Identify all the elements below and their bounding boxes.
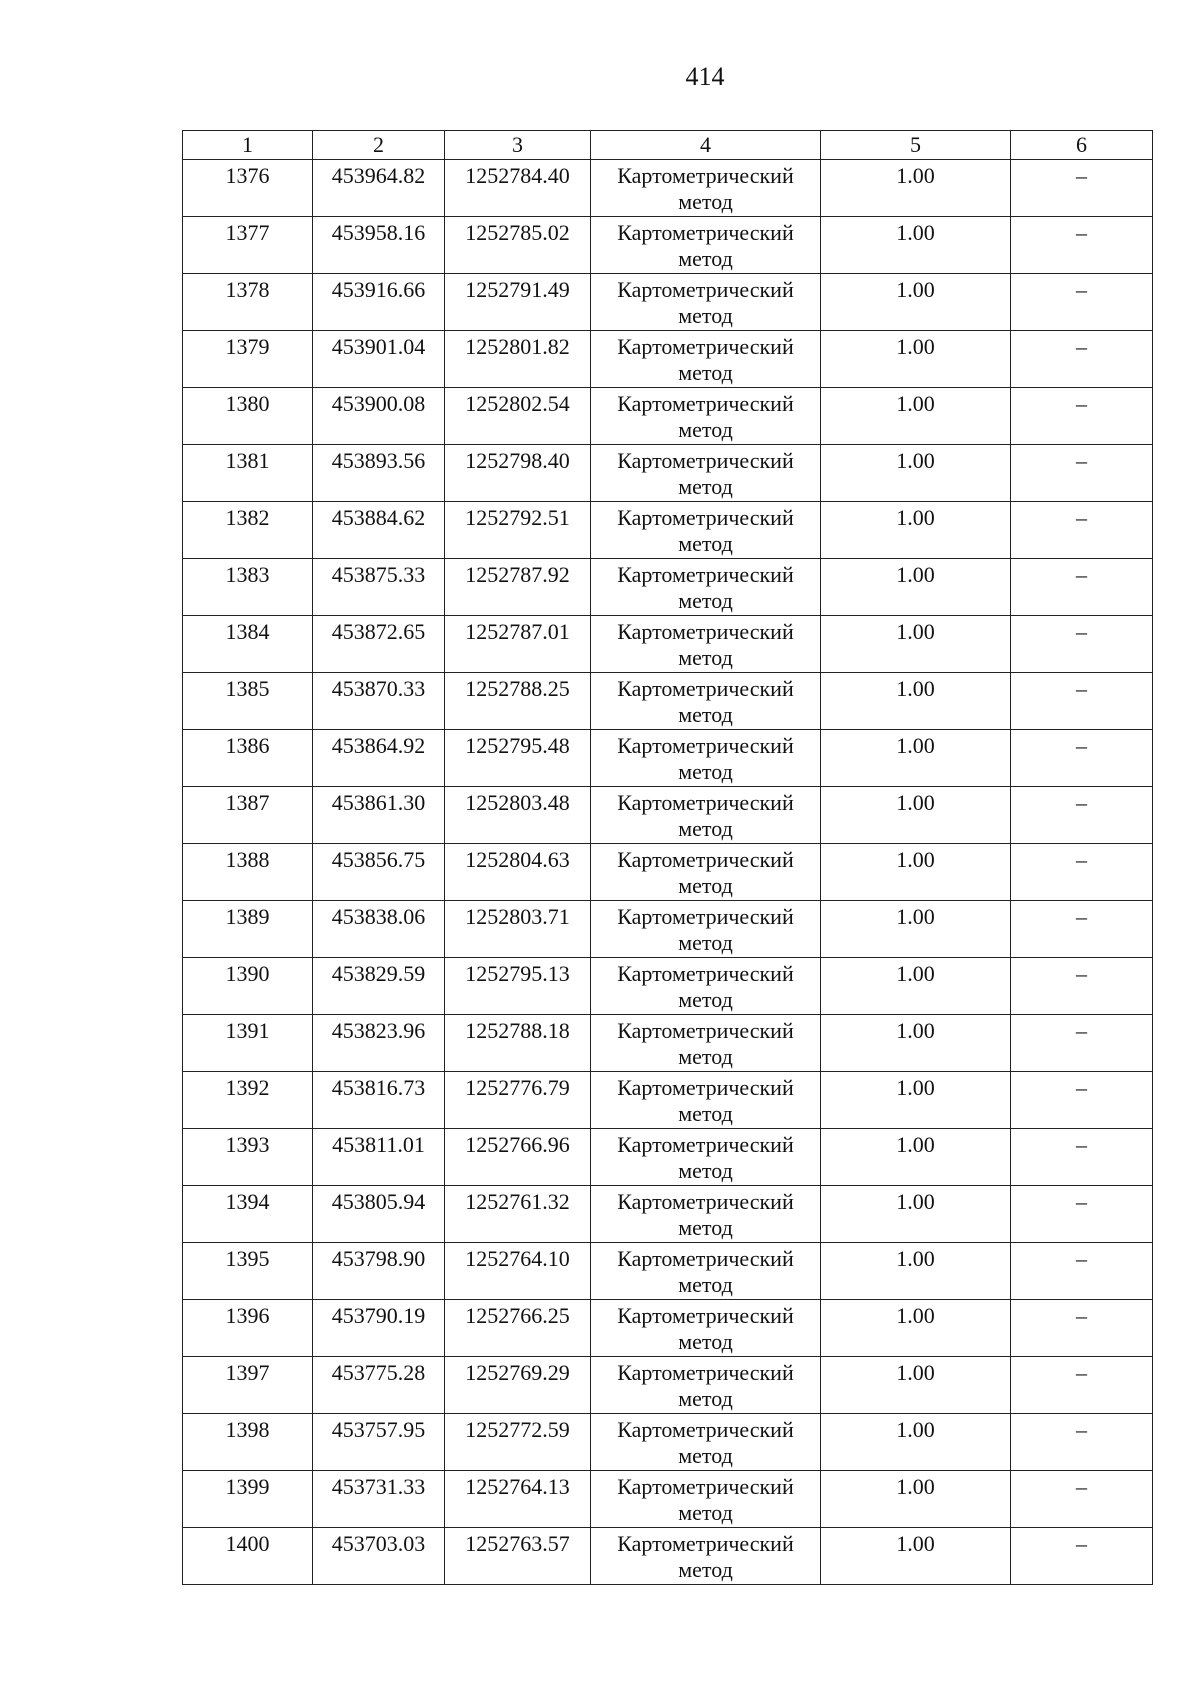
y-coordinate-cell: 1252795.13 [445, 958, 591, 1015]
method-cell: Картометрический метод [591, 1528, 821, 1585]
accuracy-cell: 1.00 [821, 1072, 1011, 1129]
header-cell: 2 [313, 131, 445, 160]
y-coordinate-cell: 1252764.13 [445, 1471, 591, 1528]
table-header [183, 131, 1153, 160]
y-coordinate-cell: 1252785.02 [445, 217, 591, 274]
x-coordinate-cell: 453964.82 [313, 160, 445, 217]
method-cell: Картометрический метод [591, 1471, 821, 1528]
header-cell: 5 [821, 131, 1011, 160]
accuracy-cell: 1.00 [821, 274, 1011, 331]
x-coordinate-cell: 453829.59 [313, 958, 445, 1015]
point-number-cell: 1388 [183, 844, 313, 901]
accuracy-cell: 1.00 [821, 1015, 1011, 1072]
header-cell: 4 [591, 131, 821, 160]
point-number-cell: 1396 [183, 1300, 313, 1357]
y-coordinate-cell: 1252795.48 [445, 730, 591, 787]
table-row [183, 673, 1153, 730]
table-row [183, 1471, 1153, 1528]
coordinates-table [182, 130, 1153, 1585]
x-coordinate-cell: 453838.06 [313, 901, 445, 958]
x-coordinate-cell: 453916.66 [313, 274, 445, 331]
y-coordinate-cell: 1252776.79 [445, 1072, 591, 1129]
y-coordinate-cell: 1252766.25 [445, 1300, 591, 1357]
note-cell: – [1011, 1528, 1153, 1585]
method-cell: Картометрический метод [591, 388, 821, 445]
accuracy-cell: 1.00 [821, 1528, 1011, 1585]
note-cell: – [1011, 502, 1153, 559]
x-coordinate-cell: 453901.04 [313, 331, 445, 388]
point-number-cell: 1390 [183, 958, 313, 1015]
method-cell: Картометрический метод [591, 958, 821, 1015]
point-number-cell: 1392 [183, 1072, 313, 1129]
table-row [183, 160, 1153, 217]
point-number-cell: 1380 [183, 388, 313, 445]
note-cell: – [1011, 1414, 1153, 1471]
note-cell: – [1011, 1072, 1153, 1129]
method-cell: Картометрический метод [591, 502, 821, 559]
method-cell: Картометрический метод [591, 673, 821, 730]
table-row [183, 1414, 1153, 1471]
method-cell: Картометрический метод [591, 559, 821, 616]
note-cell: – [1011, 217, 1153, 274]
table-row [183, 388, 1153, 445]
note-cell: – [1011, 559, 1153, 616]
point-number-cell: 1376 [183, 160, 313, 217]
note-cell: – [1011, 1015, 1153, 1072]
y-coordinate-cell: 1252763.57 [445, 1528, 591, 1585]
method-cell: Картометрический метод [591, 331, 821, 388]
y-coordinate-cell: 1252792.51 [445, 502, 591, 559]
accuracy-cell: 1.00 [821, 1357, 1011, 1414]
y-coordinate-cell: 1252761.32 [445, 1186, 591, 1243]
table-row [183, 844, 1153, 901]
method-cell: Картометрический метод [591, 1072, 821, 1129]
accuracy-cell: 1.00 [821, 1243, 1011, 1300]
note-cell: – [1011, 1471, 1153, 1528]
y-coordinate-cell: 1252787.92 [445, 559, 591, 616]
x-coordinate-cell: 453864.92 [313, 730, 445, 787]
point-number-cell: 1398 [183, 1414, 313, 1471]
note-cell: – [1011, 673, 1153, 730]
method-cell: Картометрический метод [591, 1300, 821, 1357]
table-row [183, 217, 1153, 274]
y-coordinate-cell: 1252766.96 [445, 1129, 591, 1186]
point-number-cell: 1382 [183, 502, 313, 559]
x-coordinate-cell: 453798.90 [313, 1243, 445, 1300]
note-cell: – [1011, 616, 1153, 673]
x-coordinate-cell: 453757.95 [313, 1414, 445, 1471]
y-coordinate-cell: 1252764.10 [445, 1243, 591, 1300]
point-number-cell: 1387 [183, 787, 313, 844]
accuracy-cell: 1.00 [821, 844, 1011, 901]
accuracy-cell: 1.00 [821, 616, 1011, 673]
point-number-cell: 1400 [183, 1528, 313, 1585]
point-number-cell: 1399 [183, 1471, 313, 1528]
note-cell: – [1011, 445, 1153, 502]
method-cell: Картометрический метод [591, 160, 821, 217]
accuracy-cell: 1.00 [821, 445, 1011, 502]
table-row [183, 559, 1153, 616]
table-row [183, 730, 1153, 787]
table-row [183, 901, 1153, 958]
point-number-cell: 1378 [183, 274, 313, 331]
note-cell: – [1011, 787, 1153, 844]
accuracy-cell: 1.00 [821, 901, 1011, 958]
table-row [183, 331, 1153, 388]
point-number-cell: 1393 [183, 1129, 313, 1186]
y-coordinate-cell: 1252788.18 [445, 1015, 591, 1072]
method-cell: Картометрический метод [591, 274, 821, 331]
accuracy-cell: 1.00 [821, 1414, 1011, 1471]
method-cell: Картометрический метод [591, 844, 821, 901]
note-cell: – [1011, 958, 1153, 1015]
x-coordinate-cell: 453884.62 [313, 502, 445, 559]
note-cell: – [1011, 160, 1153, 217]
note-cell: – [1011, 730, 1153, 787]
point-number-cell: 1394 [183, 1186, 313, 1243]
header-row [183, 131, 1153, 160]
method-cell: Картометрический метод [591, 616, 821, 673]
x-coordinate-cell: 453823.96 [313, 1015, 445, 1072]
table-row [183, 1300, 1153, 1357]
y-coordinate-cell: 1252803.71 [445, 901, 591, 958]
note-cell: – [1011, 901, 1153, 958]
method-cell: Картометрический метод [591, 1243, 821, 1300]
y-coordinate-cell: 1252798.40 [445, 445, 591, 502]
point-number-cell: 1397 [183, 1357, 313, 1414]
accuracy-cell: 1.00 [821, 331, 1011, 388]
note-cell: – [1011, 1186, 1153, 1243]
note-cell: – [1011, 331, 1153, 388]
x-coordinate-cell: 453790.19 [313, 1300, 445, 1357]
point-number-cell: 1391 [183, 1015, 313, 1072]
method-cell: Картометрический метод [591, 1015, 821, 1072]
table-row [183, 1243, 1153, 1300]
accuracy-cell: 1.00 [821, 1300, 1011, 1357]
x-coordinate-cell: 453775.28 [313, 1357, 445, 1414]
x-coordinate-cell: 453811.01 [313, 1129, 445, 1186]
accuracy-cell: 1.00 [821, 958, 1011, 1015]
x-coordinate-cell: 453856.75 [313, 844, 445, 901]
point-number-cell: 1386 [183, 730, 313, 787]
method-cell: Картометрический метод [591, 787, 821, 844]
x-coordinate-cell: 453872.65 [313, 616, 445, 673]
x-coordinate-cell: 453900.08 [313, 388, 445, 445]
table-body [183, 160, 1153, 1585]
method-cell: Картометрический метод [591, 217, 821, 274]
table-row [183, 1357, 1153, 1414]
header-cell: 1 [183, 131, 313, 160]
note-cell: – [1011, 1300, 1153, 1357]
point-number-cell: 1389 [183, 901, 313, 958]
table-row [183, 445, 1153, 502]
y-coordinate-cell: 1252788.25 [445, 673, 591, 730]
method-cell: Картометрический метод [591, 1186, 821, 1243]
table-row [183, 616, 1153, 673]
note-cell: – [1011, 1243, 1153, 1300]
accuracy-cell: 1.00 [821, 673, 1011, 730]
table-row [183, 502, 1153, 559]
point-number-cell: 1377 [183, 217, 313, 274]
y-coordinate-cell: 1252769.29 [445, 1357, 591, 1414]
y-coordinate-cell: 1252802.54 [445, 388, 591, 445]
table-row [183, 1186, 1153, 1243]
y-coordinate-cell: 1252784.40 [445, 160, 591, 217]
y-coordinate-cell: 1252804.63 [445, 844, 591, 901]
x-coordinate-cell: 453805.94 [313, 1186, 445, 1243]
accuracy-cell: 1.00 [821, 559, 1011, 616]
table-row [183, 1129, 1153, 1186]
table-row [183, 1528, 1153, 1585]
point-number-cell: 1379 [183, 331, 313, 388]
accuracy-cell: 1.00 [821, 1129, 1011, 1186]
method-cell: Картометрический метод [591, 730, 821, 787]
accuracy-cell: 1.00 [821, 502, 1011, 559]
table-row [183, 787, 1153, 844]
point-number-cell: 1385 [183, 673, 313, 730]
accuracy-cell: 1.00 [821, 1186, 1011, 1243]
note-cell: – [1011, 388, 1153, 445]
header-cell: 3 [445, 131, 591, 160]
y-coordinate-cell: 1252801.82 [445, 331, 591, 388]
point-number-cell: 1381 [183, 445, 313, 502]
accuracy-cell: 1.00 [821, 787, 1011, 844]
page-number: 414 [685, 62, 725, 91]
x-coordinate-cell: 453870.33 [313, 673, 445, 730]
x-coordinate-cell: 453893.56 [313, 445, 445, 502]
table-row [183, 1015, 1153, 1072]
point-number-cell: 1383 [183, 559, 313, 616]
note-cell: – [1011, 1357, 1153, 1414]
method-cell: Картометрический метод [591, 1357, 821, 1414]
table-row [183, 274, 1153, 331]
y-coordinate-cell: 1252791.49 [445, 274, 591, 331]
x-coordinate-cell: 453816.73 [313, 1072, 445, 1129]
accuracy-cell: 1.00 [821, 388, 1011, 445]
method-cell: Картометрический метод [591, 445, 821, 502]
note-cell: – [1011, 274, 1153, 331]
x-coordinate-cell: 453703.03 [313, 1528, 445, 1585]
table-row [183, 1072, 1153, 1129]
accuracy-cell: 1.00 [821, 217, 1011, 274]
point-number-cell: 1384 [183, 616, 313, 673]
note-cell: – [1011, 1129, 1153, 1186]
header-cell: 6 [1011, 131, 1153, 160]
x-coordinate-cell: 453958.16 [313, 217, 445, 274]
point-number-cell: 1395 [183, 1243, 313, 1300]
method-cell: Картометрический метод [591, 901, 821, 958]
y-coordinate-cell: 1252787.01 [445, 616, 591, 673]
method-cell: Картометрический метод [591, 1414, 821, 1471]
x-coordinate-cell: 453875.33 [313, 559, 445, 616]
x-coordinate-cell: 453731.33 [313, 1471, 445, 1528]
table-row [183, 958, 1153, 1015]
note-cell: – [1011, 844, 1153, 901]
x-coordinate-cell: 453861.30 [313, 787, 445, 844]
y-coordinate-cell: 1252772.59 [445, 1414, 591, 1471]
accuracy-cell: 1.00 [821, 730, 1011, 787]
accuracy-cell: 1.00 [821, 160, 1011, 217]
accuracy-cell: 1.00 [821, 1471, 1011, 1528]
method-cell: Картометрический метод [591, 1129, 821, 1186]
y-coordinate-cell: 1252803.48 [445, 787, 591, 844]
